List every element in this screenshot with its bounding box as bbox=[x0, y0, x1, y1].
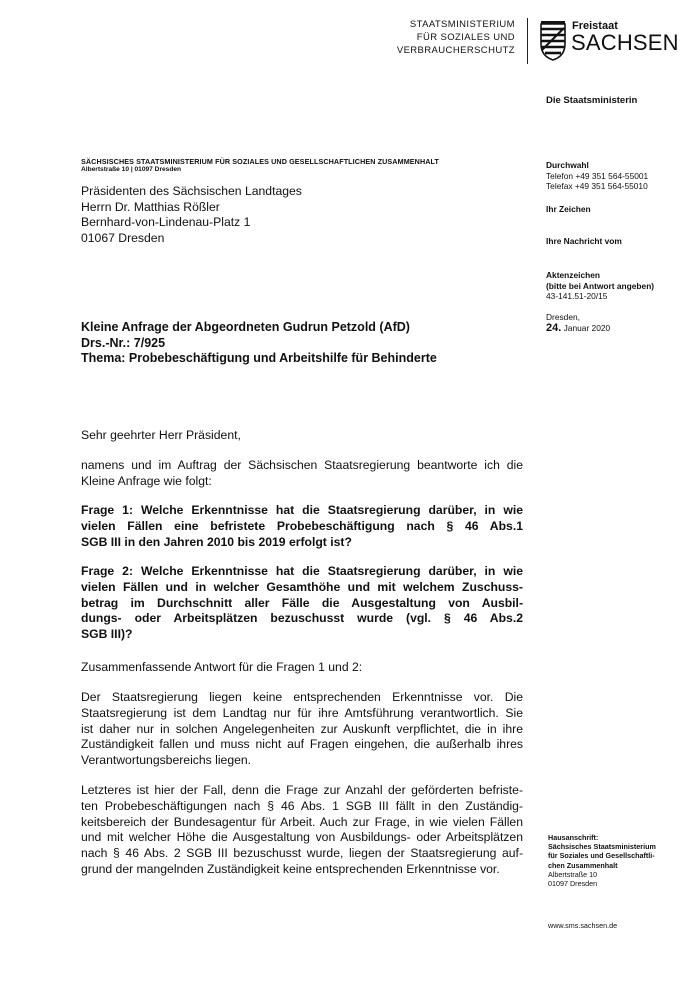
text-line: Zuständigkeit fallen und muss nicht auf Fragen eingehen, die außerhalb ihres bbox=[81, 737, 523, 752]
sender-line: SÄCHSISCHES STAATSMINISTERIUM FÜR SOZIALES UND GESELLSCHAFTLICHEN ZUSAMMENHALT bbox=[81, 157, 439, 166]
frage-1 bbox=[81, 503, 523, 550]
aktenzeichen-hint: (bitte bei Antwort angeben) bbox=[546, 280, 655, 291]
durchwahl-block bbox=[546, 160, 648, 192]
text-line: keitsbereich der Bundesagentur für Arbeit. Auch zur Frage, in wie vielen Fällen bbox=[81, 814, 523, 829]
text-line: Der Staatsregierung liegen keine entsprechenden Erkenntnisse vor. Die bbox=[81, 690, 523, 704]
hausanschrift-label: Hausanschrift: bbox=[548, 833, 599, 842]
text-line: und mit welcher Höhe die Ausgestaltung von Ausbildungs- oder Arbeitsplätzen bbox=[81, 830, 523, 845]
text-line: Frage 2: Welche Erkenntnisse hat die Staatsregierung darüber, in wie bbox=[81, 564, 523, 578]
hausanschrift-line: Sächsisches Staatsministerium bbox=[548, 842, 656, 852]
salutation: Sehr geehrter Herr Präsident, bbox=[81, 428, 241, 442]
frage-2 bbox=[81, 564, 523, 643]
ministry-line: FÜR SOZIALES UND bbox=[416, 32, 515, 43]
hausanschrift-city: 01097 Dresden bbox=[548, 879, 598, 889]
intro-paragraph bbox=[81, 458, 523, 490]
recipient-line: 01067 Dresden bbox=[81, 230, 165, 245]
text-line: grund der mangelnden Zuständigkeit keine entsprechenden Erkenntnisse vor. bbox=[81, 861, 500, 876]
text-line: dungs- oder Arbeitsplätzen bezuschusst wurde (vgl. § 46 Abs.2 bbox=[81, 611, 523, 626]
telefon: Telefon +49 351 564-55001 bbox=[546, 170, 649, 181]
text-line: namens und im Auftrag der Sächsischen Staatsregierung beantworte ich die bbox=[81, 458, 523, 472]
sender-address: Albertstraße 10 | 01097 Dresden bbox=[81, 166, 182, 173]
text-line: vielen Fällen und in welcher Gesamthöhe und mit welchem Zuschuss- bbox=[81, 579, 523, 594]
text-line: Letzteres ist hier der Fall, denn die Frage zur Anzahl der geförderten befriste- bbox=[81, 783, 523, 797]
saxony-crest-icon bbox=[539, 20, 567, 62]
recipient-line: Herrn Dr. Matthias Rößler bbox=[81, 199, 220, 214]
logo-freistaat: Freistaat bbox=[572, 20, 618, 32]
logo-sachsen: SACHSEN bbox=[571, 30, 679, 55]
hausanschrift-block bbox=[548, 833, 656, 888]
hausanschrift-line: chen Zusammenhalt bbox=[548, 860, 618, 870]
minister-title: Die Staatsministerin bbox=[546, 95, 638, 106]
aktenzeichen-label: Aktenzeichen bbox=[546, 270, 600, 280]
text-line: SGB III)? bbox=[81, 627, 133, 642]
ministry-name bbox=[395, 18, 515, 57]
answer-paragraph-2 bbox=[81, 783, 523, 878]
text-line: Staatsregierung ist dem Landtag nur für ihre Amtsführung verantwortlich. Sie bbox=[81, 705, 523, 720]
ihr-zeichen-label: Ihr Zeichen bbox=[546, 204, 591, 214]
letterhead-divider bbox=[527, 18, 528, 64]
telefax: Telefax +49 351 564-55010 bbox=[546, 181, 648, 191]
text-line: nach § 46 Abs. 2 SGB III bezuschusst wurde, liegen der Staatsregierung auf- bbox=[81, 846, 523, 861]
text-line: Verantwortungsbereichs liegen. bbox=[81, 753, 252, 768]
recipient-line: Bernhard-von-Lindenau-Platz 1 bbox=[81, 215, 251, 229]
summary-heading: Zusammenfassende Antwort für die Fragen 1 und 2: bbox=[81, 660, 363, 674]
text-line: Frage 1: Welche Erkenntnisse hat die Staatsregierung darüber, in wie bbox=[81, 503, 523, 517]
date-month-year: Januar 2020 bbox=[561, 322, 611, 333]
ministry-line: VERBRAUCHERSCHUTZ bbox=[396, 45, 515, 56]
aktenzeichen-block bbox=[546, 270, 654, 302]
ministry-line: STAATSMINISTERIUM bbox=[409, 19, 515, 30]
hausanschrift-line: für Soziales und Gesellschaftli- bbox=[548, 851, 655, 861]
durchwahl-label: Durchwahl bbox=[546, 160, 589, 170]
text-line: betrag im Durchschnitt aller Fälle die Ausgestaltung von Ausbil- bbox=[81, 595, 523, 610]
text-line: Kleine Anfrage wie folgt: bbox=[81, 473, 212, 488]
ihre-nachricht-label: Ihre Nachricht vom bbox=[546, 236, 622, 246]
recipient-address bbox=[81, 184, 302, 246]
answer-paragraph-1 bbox=[81, 690, 523, 769]
aktenzeichen-value: 43-141.51-20/15 bbox=[546, 291, 608, 301]
website-link[interactable]: www.sms.sachsen.de bbox=[548, 921, 618, 930]
text-line: vielen Fällen eine befristete Probebeschäftigung nach § 46 Abs.1 bbox=[81, 518, 523, 533]
subject-line: Kleine Anfrage der Abgeordneten Gudrun Petzold (AfD) bbox=[81, 320, 410, 334]
date-day: 24. bbox=[546, 321, 562, 334]
subject-drs-nr: Drs.-Nr.: 7/925 bbox=[81, 335, 166, 350]
subject-block bbox=[81, 320, 437, 367]
text-line: ist daher nur in solchen Angelegenheiten zur Auskunft verpflichtet, die in ihre bbox=[81, 721, 523, 736]
recipient-line: Präsidenten des Sächsischen Landtages bbox=[81, 184, 302, 198]
date-place: Dresden, bbox=[546, 312, 580, 322]
hausanschrift-street: Albertstraße 10 bbox=[548, 869, 598, 879]
text-line: SGB III in den Jahren 2010 bis 2019 erfolgt ist? bbox=[81, 534, 352, 549]
subject-thema: Thema: Probebeschäftigung und Arbeitshilfe für Behinderte bbox=[81, 351, 437, 365]
text-line: ten Probebeschäftigungen nach § 46 Abs. 1 SGB III fällt in den Zuständig- bbox=[81, 798, 523, 813]
date bbox=[546, 323, 610, 334]
date-block bbox=[546, 312, 610, 333]
